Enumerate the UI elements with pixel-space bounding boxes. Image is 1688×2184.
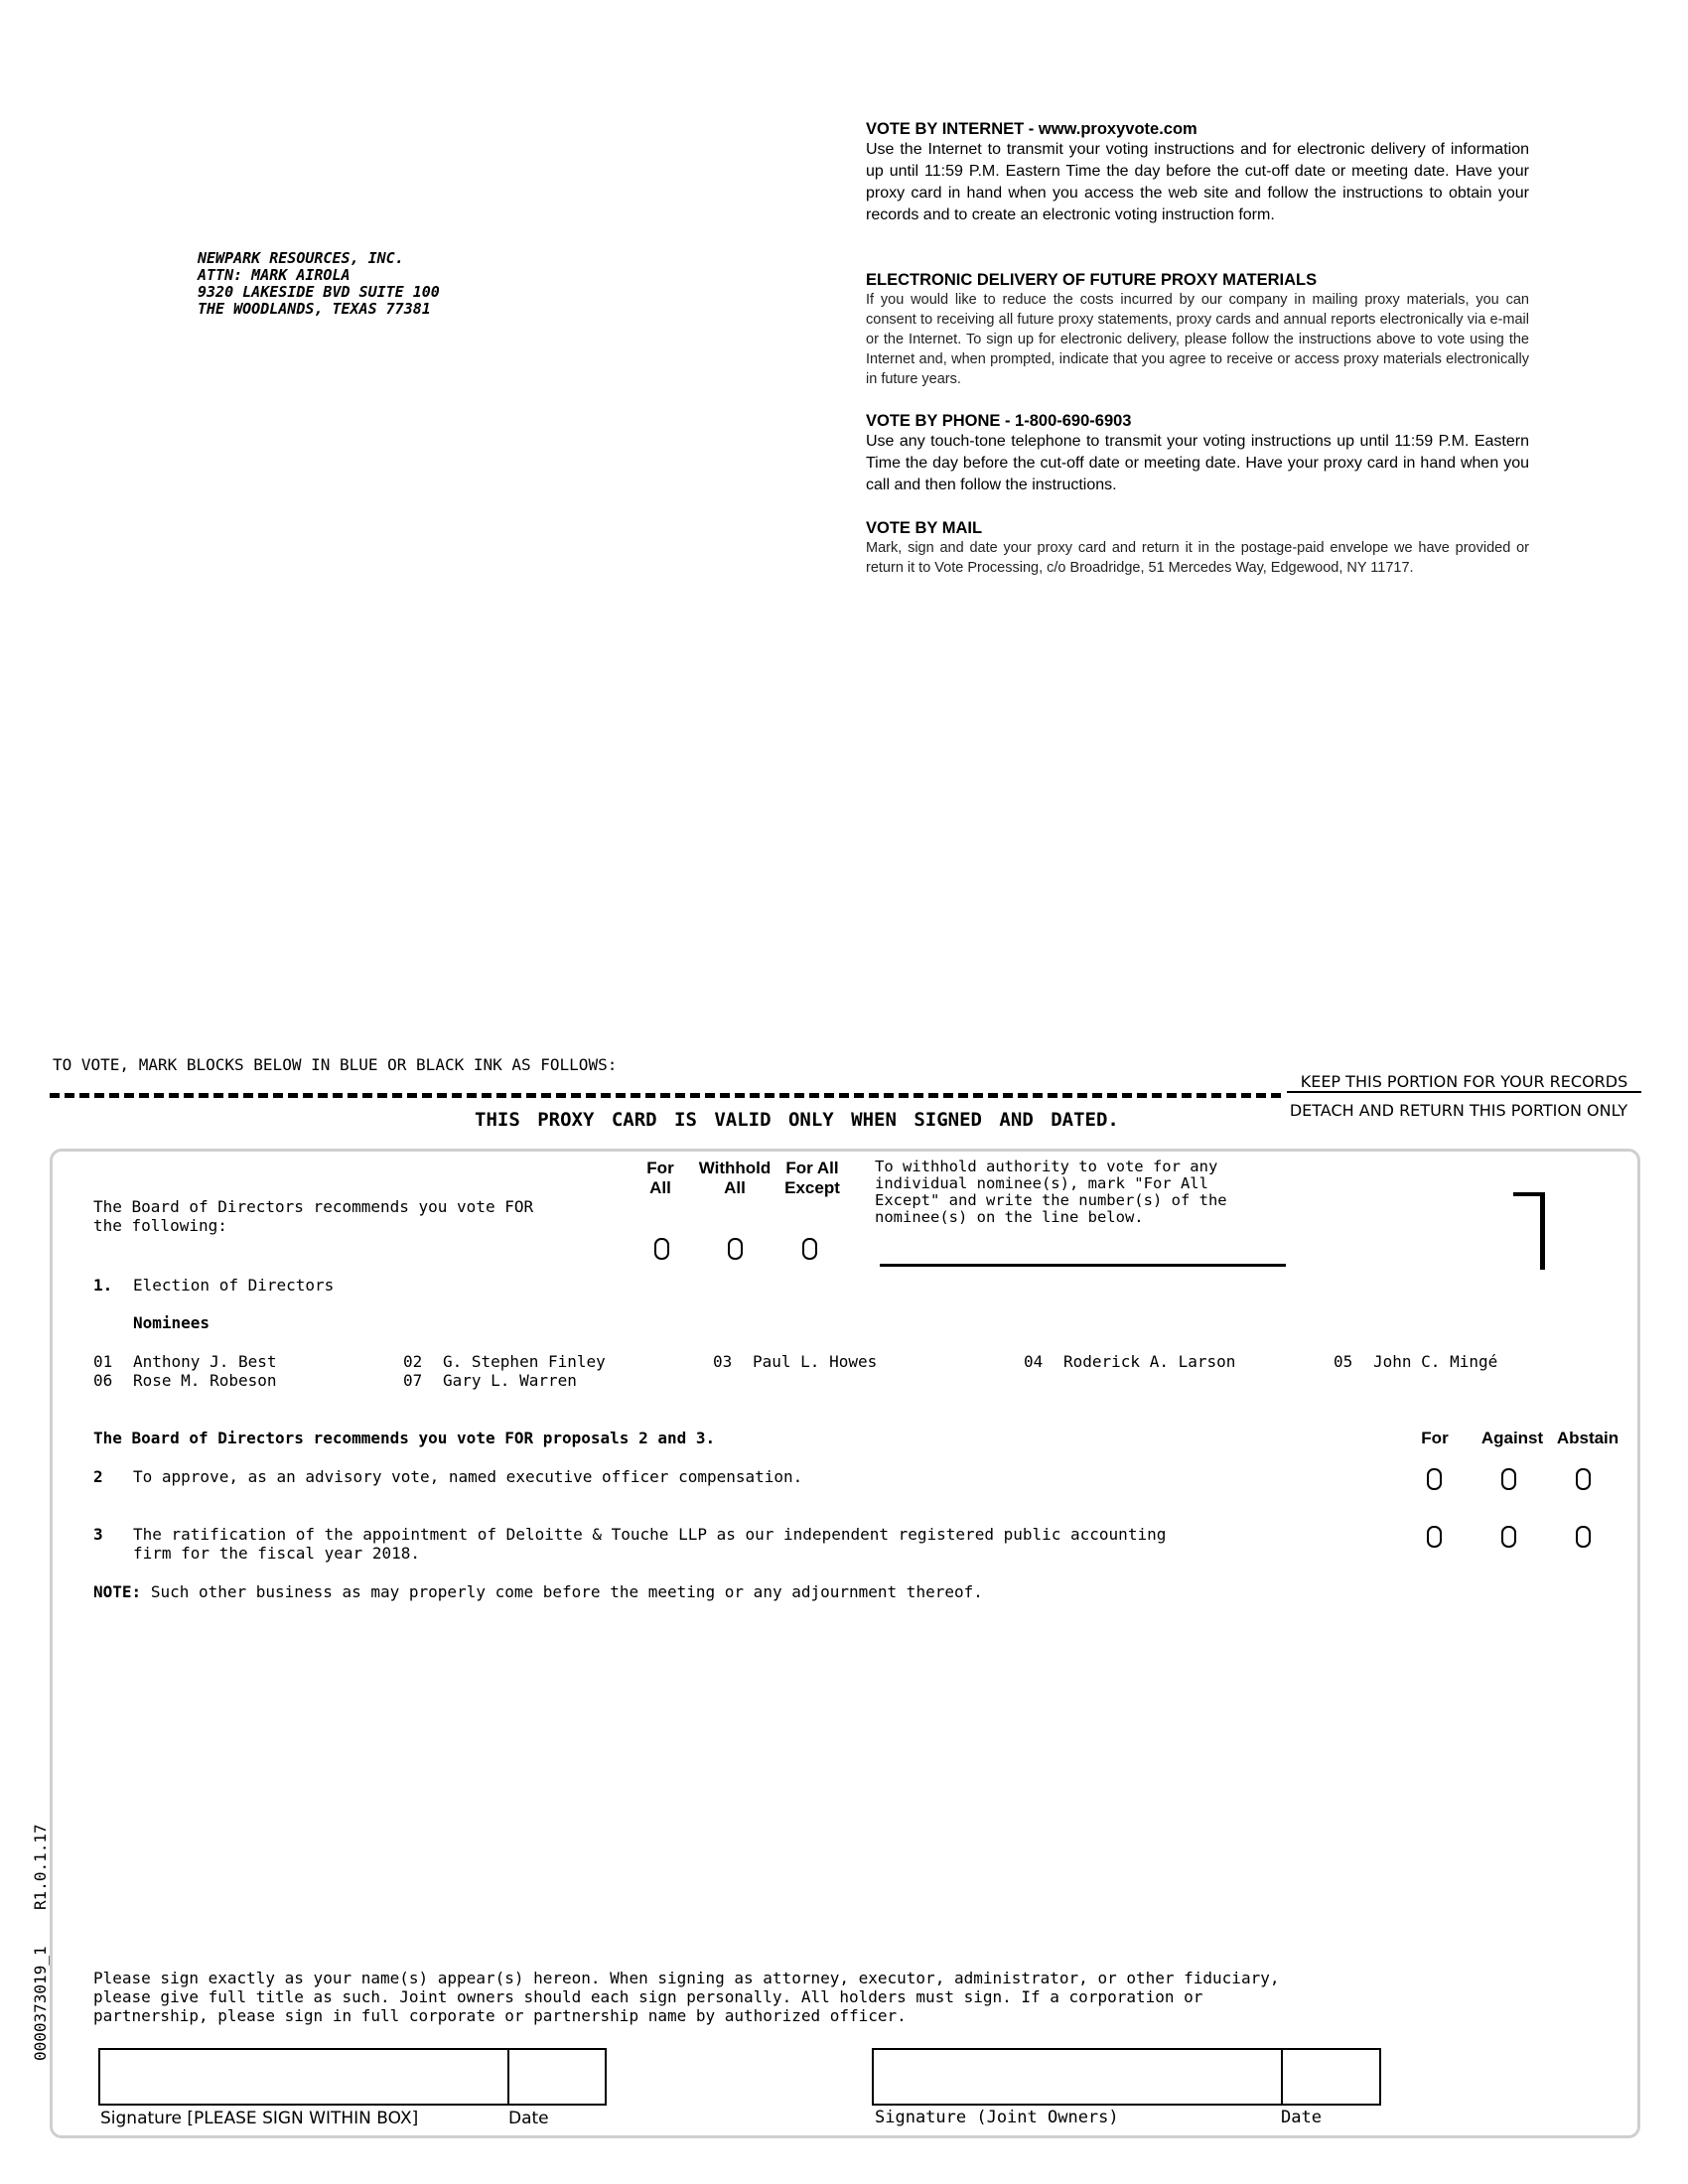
col-for-all: [631, 1159, 690, 1198]
vote-for-all-except-oval[interactable]: [802, 1238, 817, 1260]
signature-label: Signature [PLEASE SIGN WITHIN BOX]: [100, 2109, 419, 2128]
return-address: [198, 250, 615, 318]
detach-line: [50, 1093, 1281, 1098]
vote-mail-title: VOTE BY MAIL: [866, 519, 983, 537]
nominee-1-num: 01: [93, 1352, 113, 1371]
col-withhold-l1: Withhold: [698, 1159, 772, 1177]
nominee-4-name: Roderick A. Larson: [1063, 1352, 1236, 1371]
electronic-delivery-section: [866, 270, 1529, 389]
vote-withhold-all-oval[interactable]: [728, 1238, 743, 1260]
prop3-text: [133, 1525, 1166, 1563]
col-except-l1: For All: [785, 1159, 839, 1177]
col-for-all-l1: For: [646, 1159, 674, 1177]
edelivery-title: ELECTRONIC DELIVERY OF FUTURE PROXY MATERIALS: [866, 271, 1318, 289]
prop2-against-oval[interactable]: [1501, 1468, 1516, 1490]
nominee-7-name: Gary L. Warren: [443, 1371, 577, 1390]
nominee-6-num: 06: [93, 1371, 113, 1390]
prop3-number: 3: [93, 1525, 103, 1544]
joint-date-label: Date: [1281, 2108, 1322, 2127]
item1-text: Election of Directors: [133, 1276, 335, 1295]
side-code-1: 0000373019_1: [31, 1946, 50, 2061]
signature-date-label: Date: [508, 2109, 549, 2128]
edelivery-text: If you would like to reduce the costs incurred by our company in mailing proxy materials, you can consent to receiving all future proxy statements, proxy cards and annual reports electronically via e-mail or the Internet. To sign up for electronic delivery, please follow the instructions above to vote using the Internet and, when prompted, indicate that you agree to receive or access proxy materials electronically in future years.: [866, 292, 1529, 387]
withhold-instr-4: nominee(s) on the line below.: [875, 1208, 1144, 1226]
col-withhold-l2: All: [724, 1178, 746, 1197]
nominee-4-num: 04: [1024, 1352, 1044, 1371]
signature-date-divider: [507, 2050, 509, 2104]
detach-portion-label: DETACH AND RETURN THIS PORTION ONLY: [1289, 1101, 1628, 1120]
valid-notice: THIS PROXY CARD IS VALID ONLY WHEN SIGNED AND DATED.: [475, 1109, 1119, 1131]
prop2-abstain-oval[interactable]: [1576, 1468, 1591, 1490]
nominee-3-name: Paul L. Howes: [753, 1352, 878, 1371]
note-line: [93, 1582, 983, 1601]
joint-signature-box[interactable]: [872, 2048, 1381, 2106]
corner-mark: [1513, 1192, 1545, 1270]
vote-internet-title: VOTE BY INTERNET - www.proxyvote.com: [866, 120, 1197, 138]
board-recommendation-1: [93, 1197, 533, 1235]
joint-date-divider: [1281, 2050, 1283, 2104]
vote-by-internet-section: [866, 119, 1529, 226]
sign-instr-1: Please sign exactly as your name(s) appear(s) hereon. When signing as attorney, executor, administrator, or other fiduciary,: [93, 1969, 1280, 1987]
vote-phone-text: Use any touch-tone telephone to transmit your voting instructions up until 11:59 P.M. Eastern Time the day before the cut-off date or meeting date. Have your proxy card in hand when you call and then follow the instructions.: [866, 433, 1529, 493]
vote-by-phone-section: [866, 411, 1529, 496]
side-code-2: R1.0.1.17: [31, 1824, 50, 1910]
nominee-3-num: 03: [713, 1352, 733, 1371]
joint-signature-label: Signature (Joint Owners): [875, 2108, 1119, 2127]
withhold-instr-1: To withhold authority to vote for any: [875, 1158, 1218, 1175]
except-nominee-line[interactable]: [880, 1264, 1286, 1267]
prop2-number: 2: [93, 1467, 103, 1486]
address-line-3: 9320 LAKESIDE BVD SUITE 100: [198, 283, 440, 301]
prop3-for-oval[interactable]: [1427, 1526, 1442, 1548]
prop3-against-oval[interactable]: [1501, 1526, 1516, 1548]
vote-mail-text: Mark, sign and date your proxy card and return it in the postage-paid envelope we have provided or return it to Vote Processing, c/o Broadridge, 51 Mercedes Way, Edgewood, NY 11717.: [866, 540, 1529, 576]
withhold-instr-3: Except" and write the number(s) of the: [875, 1191, 1227, 1209]
prop3-text-line-2: firm for the fiscal year 2018.: [133, 1544, 420, 1563]
signing-instructions: [93, 1969, 1279, 2025]
prop2-text: To approve, as an advisory vote, named executive officer compensation.: [133, 1467, 803, 1486]
note-label: NOTE:: [93, 1582, 142, 1601]
withhold-instructions: [875, 1159, 1286, 1226]
nominee-1-name: Anthony J. Best: [133, 1352, 277, 1371]
address-line-4: THE WOODLANDS, TEXAS 77381: [198, 300, 431, 318]
sign-instr-2: please give full title as such. Joint owners should each sign personally. All holders must sign. If a corporation or: [93, 1987, 1203, 2006]
prop3-abstain-oval[interactable]: [1576, 1526, 1591, 1548]
vote-internet-text: Use the Internet to transmit your voting instructions and for electronic delivery of information up until 11:59 P.M. Eastern Time the day before the cut-off date or meeting date. Have your proxy card in hand when you access the web site and follow the instructions to obtain your records and to create an electronic voting instruction form.: [866, 141, 1529, 223]
keep-portion-rule: [1287, 1072, 1641, 1093]
prop2-for-oval[interactable]: [1427, 1468, 1442, 1490]
col-for-all-l2: All: [649, 1178, 671, 1197]
nominee-5-name: John C. Mingé: [1373, 1352, 1498, 1371]
col-for-all-except: [776, 1159, 848, 1198]
item1-number: 1.: [93, 1276, 113, 1295]
board-rec-line-2: the following:: [93, 1216, 227, 1235]
col-abstain: Abstain: [1556, 1429, 1619, 1447]
keep-portion-label: KEEP THIS PORTION FOR YOUR RECORDS: [1300, 1072, 1628, 1091]
nominee-7-num: 07: [403, 1371, 423, 1390]
vote-phone-title: VOTE BY PHONE - 1-800-690-6903: [866, 412, 1132, 430]
note-text: Such other business as may properly come before the meeting or any adjournment thereof.: [150, 1582, 983, 1601]
address-line-2: ATTN: MARK AIROLA: [198, 266, 351, 284]
prop3-text-line-1: The ratification of the appointment of Deloitte & Touche LLP as our independent registered public accounting: [133, 1525, 1167, 1544]
board-rec-line-1: The Board of Directors recommends you vote FOR: [93, 1197, 534, 1216]
nominee-5-num: 05: [1334, 1352, 1353, 1371]
vote-for-all-oval[interactable]: [654, 1238, 669, 1260]
address-line-1: NEWPARK RESOURCES, INC.: [198, 249, 404, 267]
nominees-label: Nominees: [133, 1313, 211, 1332]
board-recommendation-proposals: The Board of Directors recommends you vote FOR proposals 2 and 3.: [93, 1429, 716, 1447]
nominee-6-name: Rose M. Robeson: [133, 1371, 277, 1390]
withhold-instr-2: individual nominee(s), mark "For All: [875, 1174, 1208, 1192]
col-for: For: [1421, 1429, 1449, 1447]
sign-instr-3: partnership, please sign in full corporate or partnership name by authorized officer.: [93, 2006, 907, 2025]
nominee-2-num: 02: [403, 1352, 423, 1371]
col-except-l2: Except: [784, 1178, 840, 1197]
col-withhold-all: [693, 1159, 776, 1198]
signature-box[interactable]: [98, 2048, 607, 2106]
nominee-2-name: G. Stephen Finley: [443, 1352, 606, 1371]
col-against: Against: [1480, 1429, 1544, 1447]
vote-by-mail-section: [866, 518, 1529, 578]
mark-instruction: TO VOTE, MARK BLOCKS BELOW IN BLUE OR BLACK INK AS FOLLOWS:: [53, 1055, 618, 1074]
